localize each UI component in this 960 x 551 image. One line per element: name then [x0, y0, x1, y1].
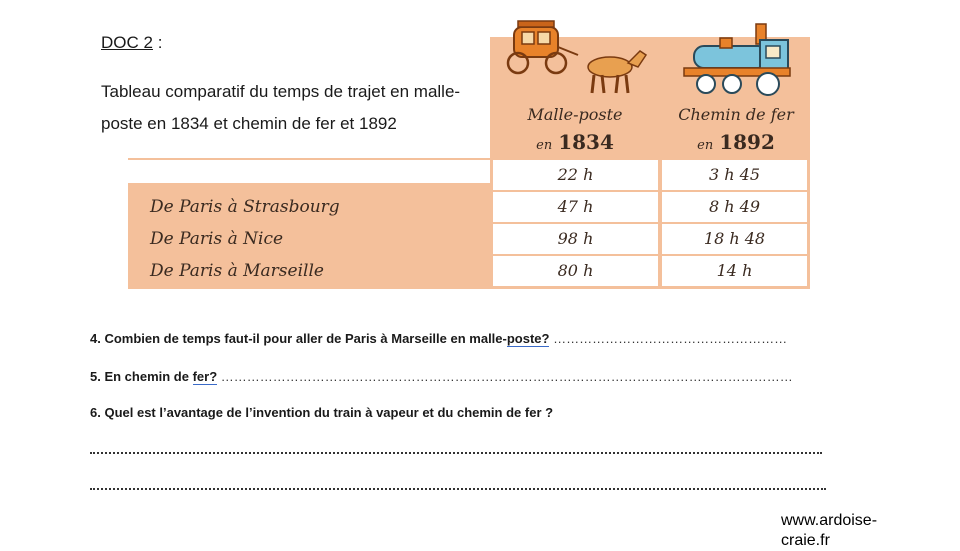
table-row — [128, 224, 810, 254]
cell-train: 18 h 48 — [662, 224, 810, 254]
col-prefix-train: en — [697, 138, 714, 153]
cell-train: 8 h 49 — [662, 192, 810, 222]
header-chemin-de-fer — [662, 37, 810, 158]
question-4-highlight: poste? — [506, 331, 550, 346]
col-year-train — [662, 130, 810, 154]
cell-malle: 98 h — [490, 224, 660, 254]
table-row — [128, 256, 810, 286]
footer-site: www.ardoise-craie.fr — [781, 512, 878, 549]
cell-malle: 22 h — [490, 160, 660, 190]
comparison-table — [128, 37, 810, 289]
cell-route: De Paris à Nice — [128, 224, 490, 254]
header-malle-poste — [490, 37, 660, 158]
answer-line-6b[interactable] — [90, 488, 826, 490]
col-label-malle: Malle-poste — [527, 105, 623, 124]
row-separator — [128, 286, 810, 289]
answer-line-4[interactable]: ……………………………………………… — [549, 331, 788, 346]
cell-malle: 80 h — [490, 256, 660, 286]
answer-line-6a[interactable] — [90, 452, 822, 454]
question-4 — [90, 331, 787, 346]
cell-train: 3 h 45 — [662, 160, 810, 190]
col-year-malle-value: 1834 — [558, 130, 614, 154]
question-4-text: 4. Combien de temps faut-il pour aller de Paris à Marseille en malle- — [90, 331, 507, 346]
doc-title-suffix: : — [152, 33, 163, 52]
question-5 — [90, 369, 793, 384]
question-6: 6. Quel est l’avantage de l’invention du train à vapeur et du chemin de fer ? — [90, 405, 554, 420]
question-5-text: 5. En chemin de — [90, 369, 193, 384]
col-prefix-malle: en — [536, 138, 553, 153]
table-row — [128, 192, 810, 222]
cell-malle: 47 h — [490, 192, 660, 222]
answer-line-5[interactable]: …………………………………………………………………………………………………………………… — [217, 369, 793, 384]
col-year-malle — [490, 130, 660, 154]
doc-title-label: DOC 2 — [101, 33, 153, 52]
cell-route: De Paris à Marseille — [128, 256, 490, 286]
col-label-train: Chemin de fer — [678, 105, 794, 124]
doc-description: Tableau comparatif du temps de trajet en malle-poste en 1834 et chemin de fer et 1892 — [101, 82, 461, 133]
col-year-train-value: 1892 — [719, 130, 775, 154]
cell-route: De Paris à Strasbourg — [128, 192, 490, 222]
cell-train: 14 h — [662, 256, 810, 286]
question-5-highlight: fer? — [192, 369, 218, 384]
